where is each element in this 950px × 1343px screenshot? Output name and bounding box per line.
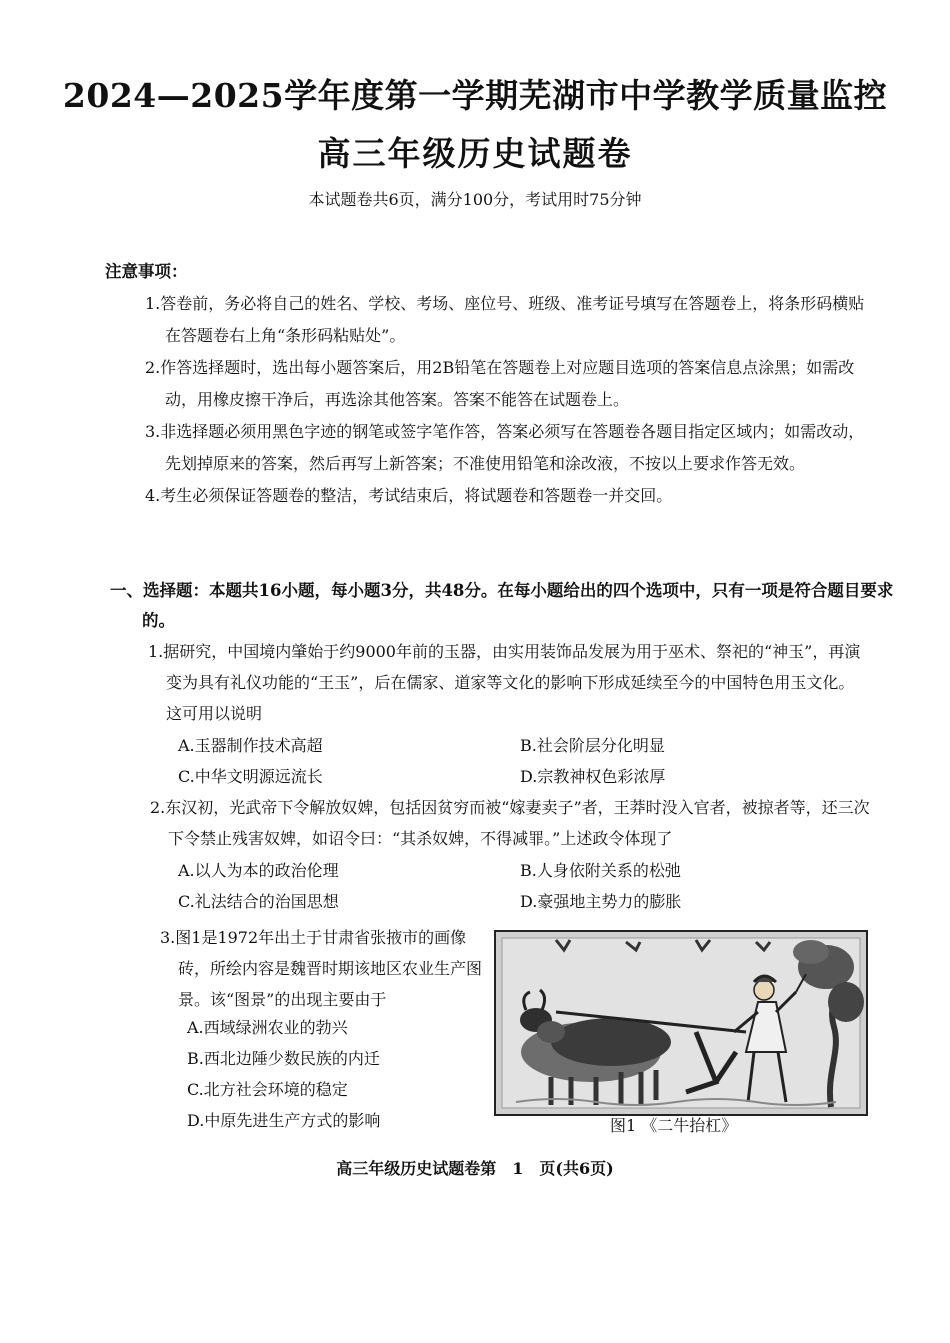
notice-item: 1.答卷前，务必将自己的姓名、学校、考场、座位号、班级、准考证号填写在答题卷上，将条形码横贴在答题卷右上角“条形码粘贴处”。	[145, 294, 865, 345]
exam-title-line1: 2024—2025学年度第一学期芜湖市中学教学质量监控	[62, 76, 888, 115]
option-b: B.人身依附关系的松弛	[520, 861, 681, 880]
notice-list	[145, 288, 875, 512]
question-stem: 1.据研究，中国境内肇始于约9000年前的玉器，由实用装饰品发展为用于巫术、祭祀的“神玉”，再演变为具有礼仪功能的“王玉”，后在儒家、道家等文化的影响下形成延续至今的中国特色用玉文化。这可用以说明	[148, 642, 861, 723]
option-d: D.中原先进生产方式的影响	[187, 1111, 381, 1130]
question-3-stem	[160, 922, 495, 1015]
option-d: D.宗教神权色彩浓厚	[520, 767, 666, 786]
exam-subtitle: 本试题卷共6页，满分100分，考试用时75分钟	[308, 190, 642, 209]
section-heading: 一、选择题：本题共16小题，每小题3分，共48分。在每小题给出的四个选项中，只有一项是符合题目要求的。	[110, 581, 894, 630]
option-c: C.北方社会环境的稳定	[187, 1080, 348, 1099]
option-b: B.西北边陲少数民族的内迁	[187, 1049, 380, 1068]
figure-1-caption: 图1 《二牛抬杠》	[610, 1116, 738, 1135]
option-a: A.西域绿洲农业的勃兴	[187, 1018, 348, 1037]
question-1-options	[178, 730, 878, 792]
page-footer: 高三年级历史试题卷第 1 页(共6页)	[336, 1159, 614, 1178]
option-a: A.玉器制作技术高超	[178, 736, 323, 755]
question-stem: 2.东汉初，光武帝下令解放奴婢，包括因贫穷而被“嫁妻卖子”者，王莽时没入官者，被掠者等，还三次下令禁止残害奴婢，如诏令曰：“其杀奴婢，不得减罪。”上述政令体现了	[150, 798, 870, 848]
option-d: D.豪强地主势力的膨胀	[520, 892, 682, 911]
notice-item: 2.作答选择题时，选出每小题答案后，用2B铅笔在答题卷上对应题目选项的答案信息点涂黑；如需改动，用橡皮擦干净后，再选涂其他答案。答案不能答在试题卷上。	[145, 358, 855, 409]
option-c: C.礼法结合的治国思想	[178, 892, 339, 911]
question-3-options	[187, 1012, 380, 1136]
option-c: C.中华文明源远流长	[178, 767, 323, 786]
notice-item: 3.非选择题必须用黑色字迹的钢笔或签字笔作答，答案必须写在答题卷各题目指定区域内；如需改动，先划掉原来的答案，然后再写上新答案；不准使用铅笔和涂改液，不按以上要求作答无效。	[145, 422, 865, 473]
option-b: B.社会阶层分化明显	[520, 736, 665, 755]
question-stem: 3.图1是1972年出土于甘肃省张掖市的画像砖，所绘内容是魏晋时期该地区农业生产图景。该“图景”的出现主要由于	[160, 928, 483, 1009]
brick-painting-illustration	[496, 932, 866, 1114]
option-a: A.以人为本的政治伦理	[178, 861, 339, 880]
exam-title-line2: 高三年级历史试题卷	[317, 134, 633, 173]
question-1	[148, 636, 868, 729]
notice-item: 4.考生必须保证答题卷的整洁，考试结束后，将试题卷和答题卷一并交回。	[145, 486, 673, 505]
notice-heading: 注意事项：	[105, 262, 188, 281]
figure-1-image	[494, 930, 868, 1116]
question-2-options	[178, 855, 878, 917]
question-2	[150, 792, 872, 854]
